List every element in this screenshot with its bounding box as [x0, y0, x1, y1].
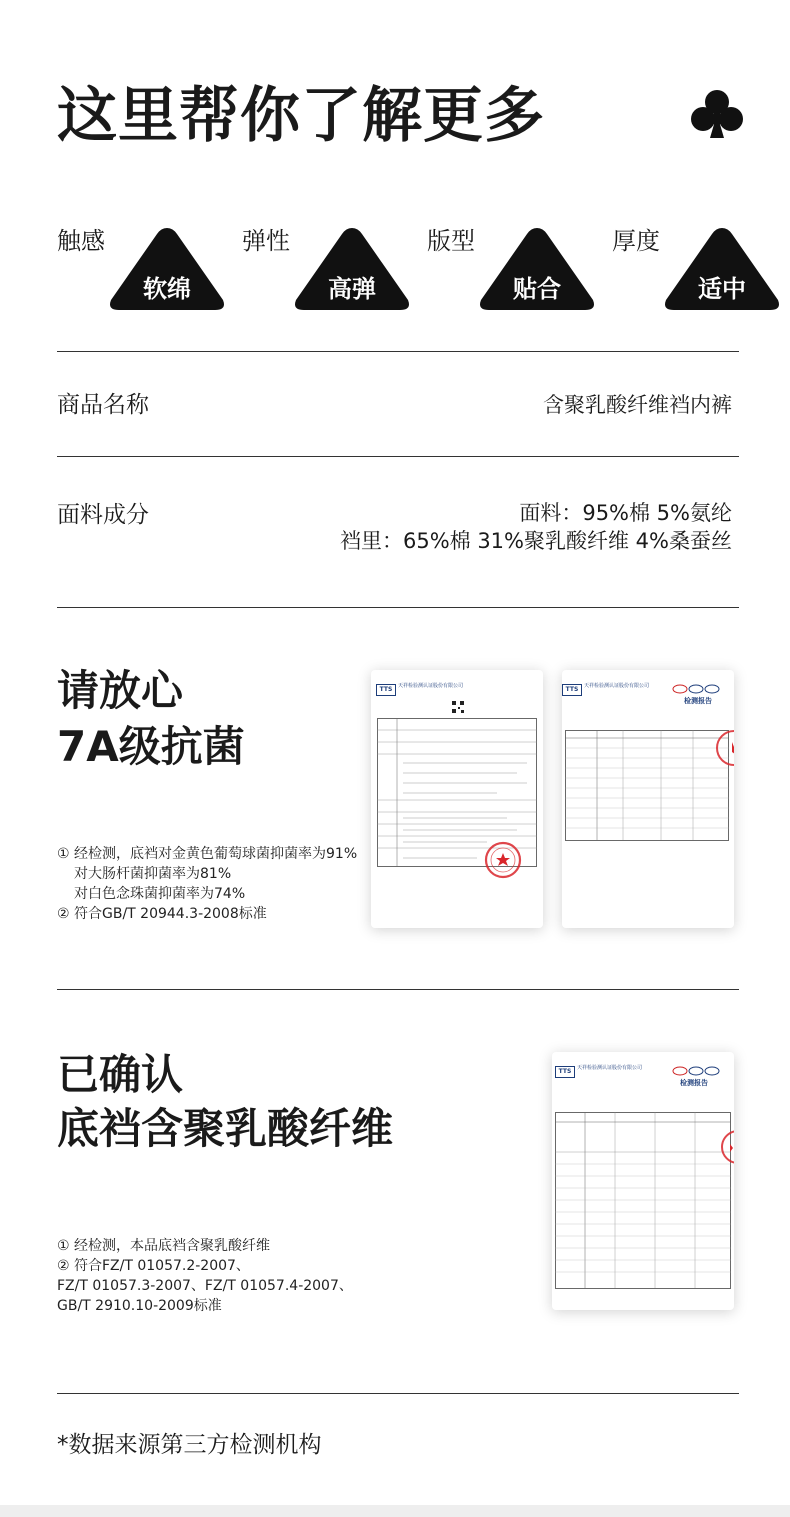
product-name-label: 商品名称 — [57, 392, 149, 418]
report-logo: TTS — [376, 684, 396, 696]
note-line: ① 经检测，本品底裆含聚乳酸纤维 — [57, 1238, 271, 1254]
note-line: ② 符合GB/T 20944.3-2008标准 — [57, 906, 267, 922]
feature-label: 弹性 — [242, 227, 290, 255]
feature-value: 贴合 — [513, 275, 561, 303]
note-line: FZ/T 01057.3-2007、FZ/T 01057.4-2007、 — [57, 1278, 353, 1294]
report-tag: 检测报告 — [680, 1079, 708, 1087]
feature-label: 版型 — [427, 227, 475, 255]
feature-touch — [57, 222, 241, 322]
report-table — [565, 730, 729, 842]
note-line: ② 符合FZ/T 01057.2-2007、 — [57, 1258, 250, 1274]
product-name-value: 含聚乳酸纤维裆内裤 — [543, 393, 732, 417]
fiber-title-2: 底裆含聚乳酸纤维 — [57, 1104, 394, 1153]
antibacterial-title-1: 请放心 — [57, 666, 184, 715]
bottom-bar — [0, 1505, 790, 1517]
note-line: GB/T 2910.10-2009标准 — [57, 1298, 222, 1314]
certification-logos-icon — [672, 1066, 722, 1076]
feature-fit — [427, 222, 611, 322]
test-report-image — [562, 670, 734, 928]
divider — [57, 607, 739, 608]
fabric-shell: 面料：95%棉 5%氨纶 — [519, 501, 732, 525]
page-title: 这里帮你了解更多 — [57, 81, 545, 151]
feature-value: 高弹 — [328, 275, 376, 303]
fiber-notes — [57, 1236, 353, 1316]
red-stamp-icon — [712, 728, 734, 768]
fabric-gusset: 裆里：65%棉 31%聚乳酸纤维 4%桑蚕丝 — [339, 529, 732, 553]
feature-thickness — [612, 222, 790, 322]
test-report-image — [552, 1052, 734, 1310]
certification-logos-icon — [672, 684, 722, 694]
antibacterial-title-2: 7A级抗菌 — [57, 722, 245, 771]
divider — [57, 456, 739, 457]
note-line: ① 经检测，底裆对金黄色葡萄球菌抑菌率为91% — [57, 846, 358, 862]
divider — [57, 989, 739, 990]
note-line: 对白色念珠菌抑菌率为74% — [74, 886, 246, 902]
qr-code-icon — [451, 700, 465, 714]
test-report-image — [371, 670, 543, 928]
report-logo: TTS — [555, 1066, 575, 1078]
fiber-title-1: 已确认 — [57, 1050, 184, 1099]
report-logo: TTS — [562, 684, 582, 696]
note-line: 对大肠杆菌抑菌率为81% — [74, 866, 232, 882]
report-tag: 检测报告 — [684, 697, 712, 705]
club-icon — [690, 88, 744, 142]
feature-label: 触感 — [57, 227, 105, 255]
report-org: 天祥检验测认证股份有限公司 — [584, 683, 650, 689]
report-table — [555, 1112, 731, 1290]
antibacterial-notes — [57, 844, 357, 924]
report-org: 天祥检验测认证股份有限公司 — [577, 1065, 643, 1071]
fabric-label: 面料成分 — [57, 502, 149, 528]
feature-label: 厚度 — [612, 227, 660, 255]
data-source-footnote: *数据来源第三方检测机构 — [57, 1432, 322, 1458]
feature-value: 软绵 — [143, 275, 191, 303]
divider — [57, 1393, 739, 1394]
feature-value: 适中 — [698, 275, 746, 303]
report-org: 天祥检验测认证股份有限公司 — [398, 683, 464, 689]
divider — [57, 351, 739, 352]
feature-elasticity — [242, 222, 426, 322]
red-stamp-icon — [483, 840, 523, 880]
red-stamp-icon — [720, 1122, 734, 1172]
